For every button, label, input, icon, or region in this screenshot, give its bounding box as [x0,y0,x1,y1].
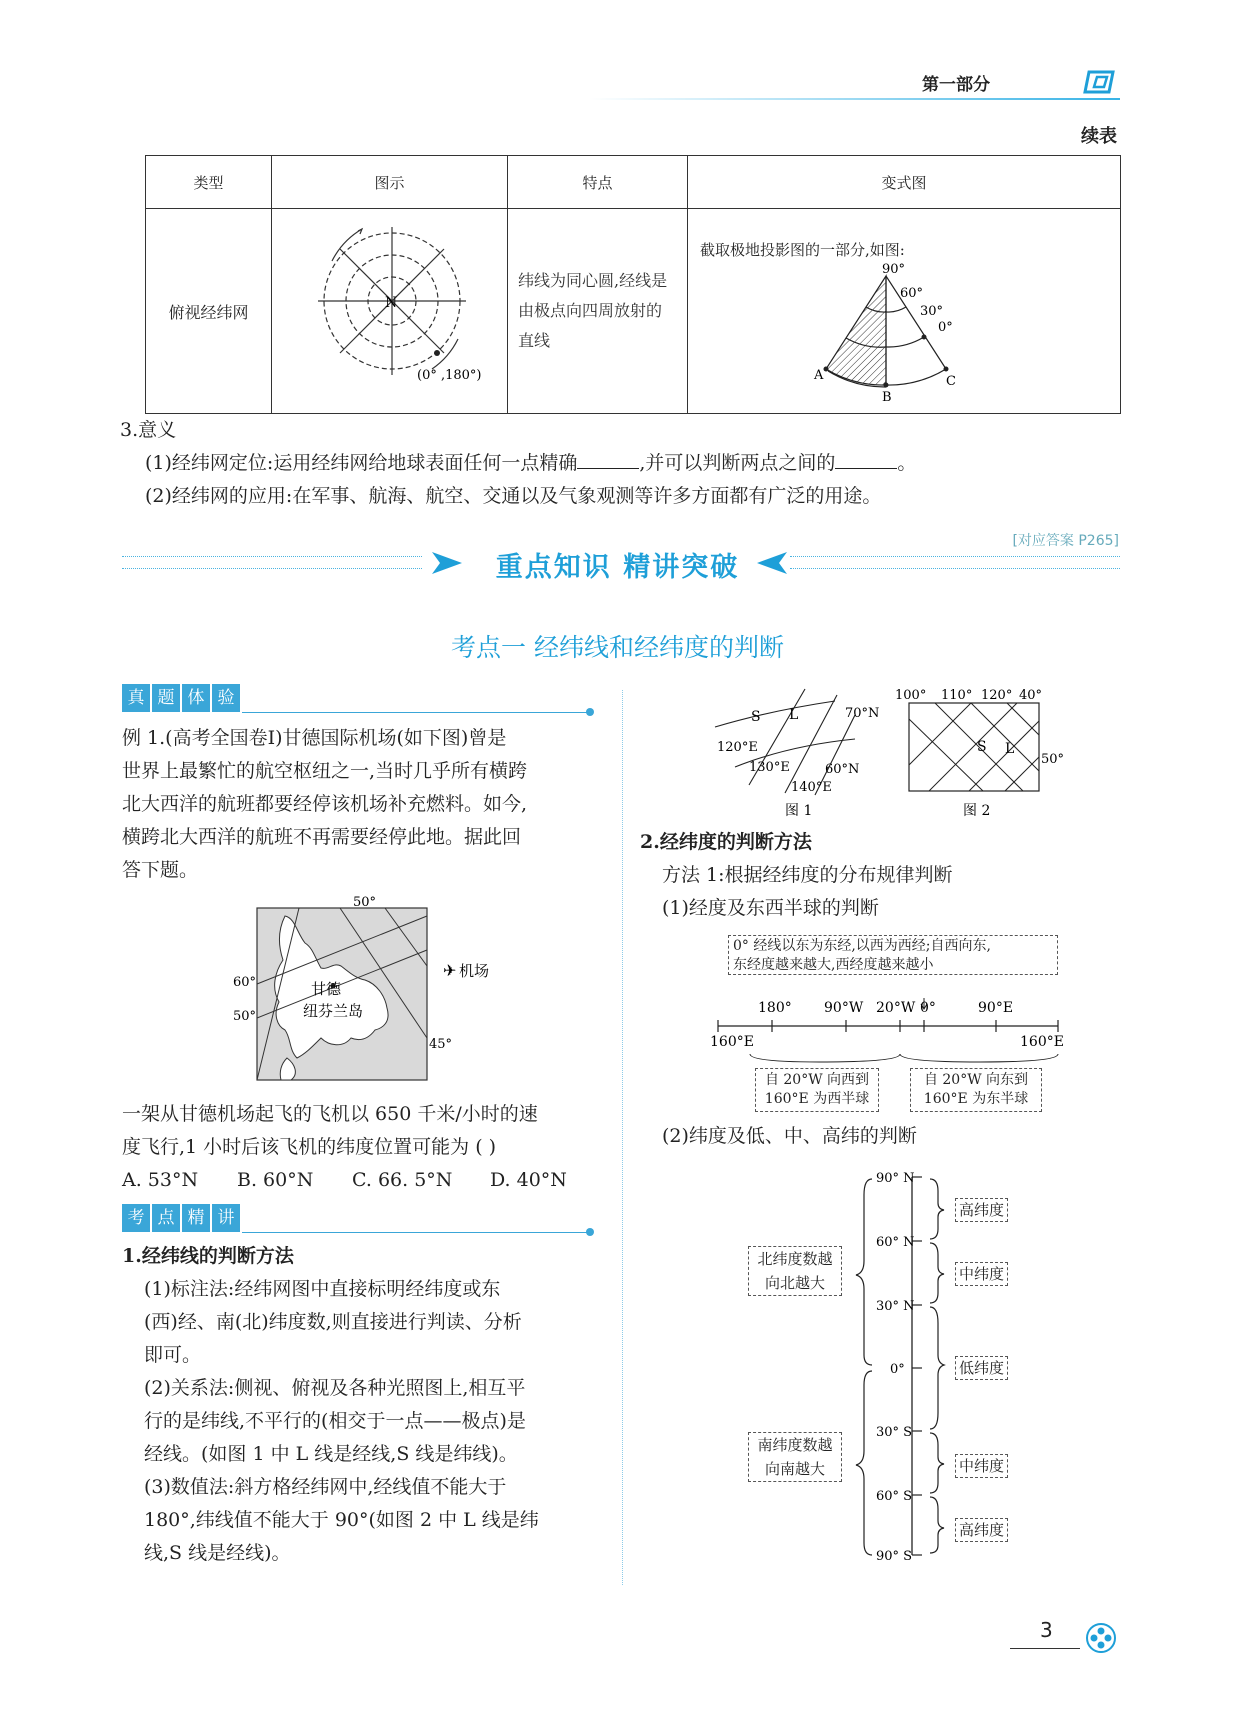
pole-label: N [385,295,398,311]
lat50w-label: 50° [233,1009,257,1024]
method2-sub1: (1)经度及东西半球的判断 [662,897,879,919]
fig2-s-label: S [977,739,987,755]
footer-rule [1010,1648,1080,1649]
option-c[interactable]: C. 66. 5°N [352,1169,453,1191]
lat60-label: 60° [900,286,924,301]
box-line: 160°E 为西半球 [764,1091,870,1107]
method2-sub2: (2)纬度及低、中、高纬的判断 [662,1125,917,1147]
meaning-text: 。 [897,452,917,474]
tag-char: 真 [122,684,150,712]
fig1-60n-label: 60°N [825,762,860,777]
zone-mid-south: 中纬度 [955,1454,1008,1478]
question-line: 度飞行,1 小时后该飞机的纬度位置可能为 ( ) [122,1136,497,1158]
box-line: 自 20°W 向西到 [764,1072,870,1088]
point-b-label: B [882,390,892,401]
feature-cell: 纬线为同心圆,经线是由极点向四周放射的直线 [508,209,688,414]
gander-label: 甘德 [311,980,342,998]
tag-char: 讲 [212,1204,240,1232]
meaning-item-2: (2)经纬网的应用:在军事、航海、航空、交通以及气象观测等许多方面都有广泛的用途。 [145,485,882,507]
part-label: 第一部分 [922,75,990,95]
page-number: 3 [1040,1618,1053,1642]
diagram-cell [272,209,508,414]
example-line: 答下题。 [122,859,199,881]
lon-160e-left-label: 160°E [710,1034,754,1050]
question-line: 一架从甘德机场起飞的飞机以 650 千米/小时的速 [122,1103,538,1125]
east-hemisphere-box [910,1068,1042,1112]
lat60-label: 60° [233,975,257,990]
kaodian-title: 考点一 经纬线和经纬度的判断 [451,633,784,662]
example-line: 北大西洋的航班都要经停该机场补充燃料。如今, [122,793,528,815]
lat-60s-label: 60° S [876,1489,913,1504]
fig1-s-label: S [751,709,761,725]
example-line: 例 1.(高考全国卷Ⅰ)甘德国际机场(如下图)曾是 [122,727,507,749]
lat-30n-label: 30° N [876,1299,915,1314]
airport-icon: ✈ [443,961,457,980]
option-d[interactable]: D. 40°N [490,1169,567,1191]
method1-line: (2)关系法:侧视、俯视及各种光照图上,相互平 [144,1377,526,1399]
tag-char: 考 [122,1204,150,1232]
column-divider [622,690,623,1585]
method2-title: 2.经纬度的判断方法 [640,831,812,853]
option-row [122,1164,594,1197]
answer-blank[interactable] [577,450,639,469]
table-header-cell: 特点 [508,156,688,209]
point-c-label: C [946,374,956,389]
lon-90w-label: 90°W [824,1000,864,1016]
lon-0-label: 0° [920,1000,936,1016]
graticule-table [145,155,1121,414]
method1-line: 行的是纬线,不平行的(相交于一点——极点)是 [144,1410,526,1432]
example-line: 世界上最繁忙的航空枢纽之一,当时几乎所有横跨 [122,760,528,782]
method1-block [122,1240,594,1570]
fig1-140e-label: 140°E [791,780,832,795]
lat0-label: 0° [938,320,953,335]
method1-line: 即可。 [144,1344,202,1366]
method1-line: (3)数值法:斜方格经纬网中,经线值不能大于 [144,1476,507,1498]
tag-char: 点 [152,1204,180,1232]
lat-90n-label: 90° N [876,1171,915,1186]
box-line: 160°E 为东半球 [923,1091,1029,1107]
point-a-label: A [814,368,824,383]
method1-line: (西)经、南(北)纬度数,则直接进行判读、分析 [144,1311,522,1333]
table-row [146,209,1121,414]
meaning-text: (1)经纬网定位:运用经纬网给地球表面任何一点精确 [145,452,578,474]
fig2-110-label: 110° [941,688,973,703]
lat50-label: 50° [353,895,377,910]
box-line: 向北越大 [764,1274,825,1292]
lat45-label: 45° [429,1037,453,1052]
polar-graticule-diagram [272,209,507,409]
example-question [122,722,594,887]
answer-reference[interactable]: [对应答案 P265] [1012,533,1119,549]
header-rule [590,98,1120,100]
island-label: 纽芬兰岛 [303,1002,364,1020]
north-latitude-box [748,1246,842,1296]
lat-90s-label: 90° S [876,1549,913,1564]
example-sub-question [122,1098,594,1197]
variant-caption: 截取极地投影图的一部分,如图: [700,241,905,259]
fig2-50-label: 50° [1041,752,1065,767]
tag-dot [586,1228,594,1236]
table-header-row [146,156,1121,209]
part-logo-icon [1083,68,1119,96]
south-latitude-box [748,1432,842,1482]
zone-low: 低纬度 [955,1356,1008,1380]
table-header-cell: 图示 [272,156,508,209]
zone-mid-north: 中纬度 [955,1262,1008,1286]
method1-line: 180°,纬线值不能大于 90°(如图 2 中 L 线是纬 [144,1509,539,1531]
fig1-130e-label: 130°E [749,760,790,775]
fig2-100-label: 100° [895,688,927,703]
fig1-l-label: L [789,707,799,723]
coord-label: (0° ,180°) [417,368,482,383]
table-header-cell: 变式图 [688,156,1121,209]
table-header-cell: 类型 [146,156,272,209]
gander-map [225,888,495,1088]
continued-label: 续表 [1081,126,1117,147]
section-title: 重点知识 精讲突破 [495,552,740,583]
lat-0-label: 0° [890,1362,905,1377]
point-marker [434,350,440,356]
fig2-40-label: 40° [1019,688,1043,703]
option-a[interactable]: A. 53°N [122,1169,199,1191]
lon-180-label: 180° [758,1000,792,1016]
zone-high-north: 高纬度 [955,1198,1008,1222]
method1-title: 1.经纬线的判断方法 [122,1245,294,1267]
lat-60n-label: 60° N [876,1235,915,1250]
tag-kaodian [122,1204,242,1232]
tag-rule [242,712,590,713]
fig1-caption: 图 1 [785,803,813,819]
meaning-text: ,并可以判断两点之间的 [639,452,836,474]
box-line: 北纬度数越 [757,1250,833,1268]
tag-dot [586,708,594,716]
figure-2 [895,685,1080,825]
option-b[interactable]: B. 60°N [237,1169,314,1191]
polar-sector-diagram [808,261,1008,401]
box-line: 向南越大 [764,1460,825,1478]
lon-20w-label: 20°W [876,1000,916,1016]
latitude-diagram [760,1165,1080,1565]
type-cell: 俯视经纬网 [146,209,272,414]
tag-char: 验 [212,684,240,712]
note-line: 0° 经线以东为东经,以西为西经;自西向东, [733,938,991,954]
film-reel-icon [1085,1622,1117,1654]
meaning-title: 3.意义 [120,419,177,441]
tag-char: 精 [182,1204,210,1232]
method1-line: 线,S 线是经线)。 [144,1542,291,1564]
method2-m1: 方法 1:根据经纬度的分布规律判断 [662,864,953,886]
method1-line: 经线。(如图 1 中 L 线是经线,S 线是纬线)。 [144,1443,518,1465]
box-line: 自 20°W 向东到 [923,1072,1029,1088]
lat30-label: 30° [920,304,944,319]
example-line: 横跨北大西洋的航班不再需要经停此地。据此回 [122,826,522,848]
fig2-120-label: 120° [981,688,1013,703]
figure-1 [705,685,895,825]
fig1-70n-label: 70°N [845,706,880,721]
zone-high-south: 高纬度 [955,1518,1008,1542]
box-line: 南纬度数越 [757,1436,833,1454]
lon-90e-label: 90°E [978,1000,1014,1016]
variant-cell [688,209,1121,414]
fig2-l-label: L [1005,741,1015,757]
west-hemisphere-box [755,1068,879,1112]
lat90-label: 90° [882,262,906,277]
tag-rule [242,1232,590,1233]
lat-30s-label: 30° S [876,1425,913,1440]
tag-zhenti [122,684,242,712]
tag-char: 体 [182,684,210,712]
fig2-caption: 图 2 [963,803,991,819]
fig1-120e-label: 120°E [717,740,758,755]
airport-legend-label: 机场 [459,962,490,980]
method1-line: (1)标注法:经纬网图中直接标明经纬度或东 [144,1278,501,1300]
longitude-note-box [728,935,1058,975]
answer-blank[interactable] [835,450,897,469]
lon-160e-right-label: 160°E [1020,1034,1064,1050]
meaning-item-1 [145,447,916,480]
tag-char: 题 [152,684,180,712]
note-line: 东经度越来越大,西经度越来越小 [733,957,934,973]
